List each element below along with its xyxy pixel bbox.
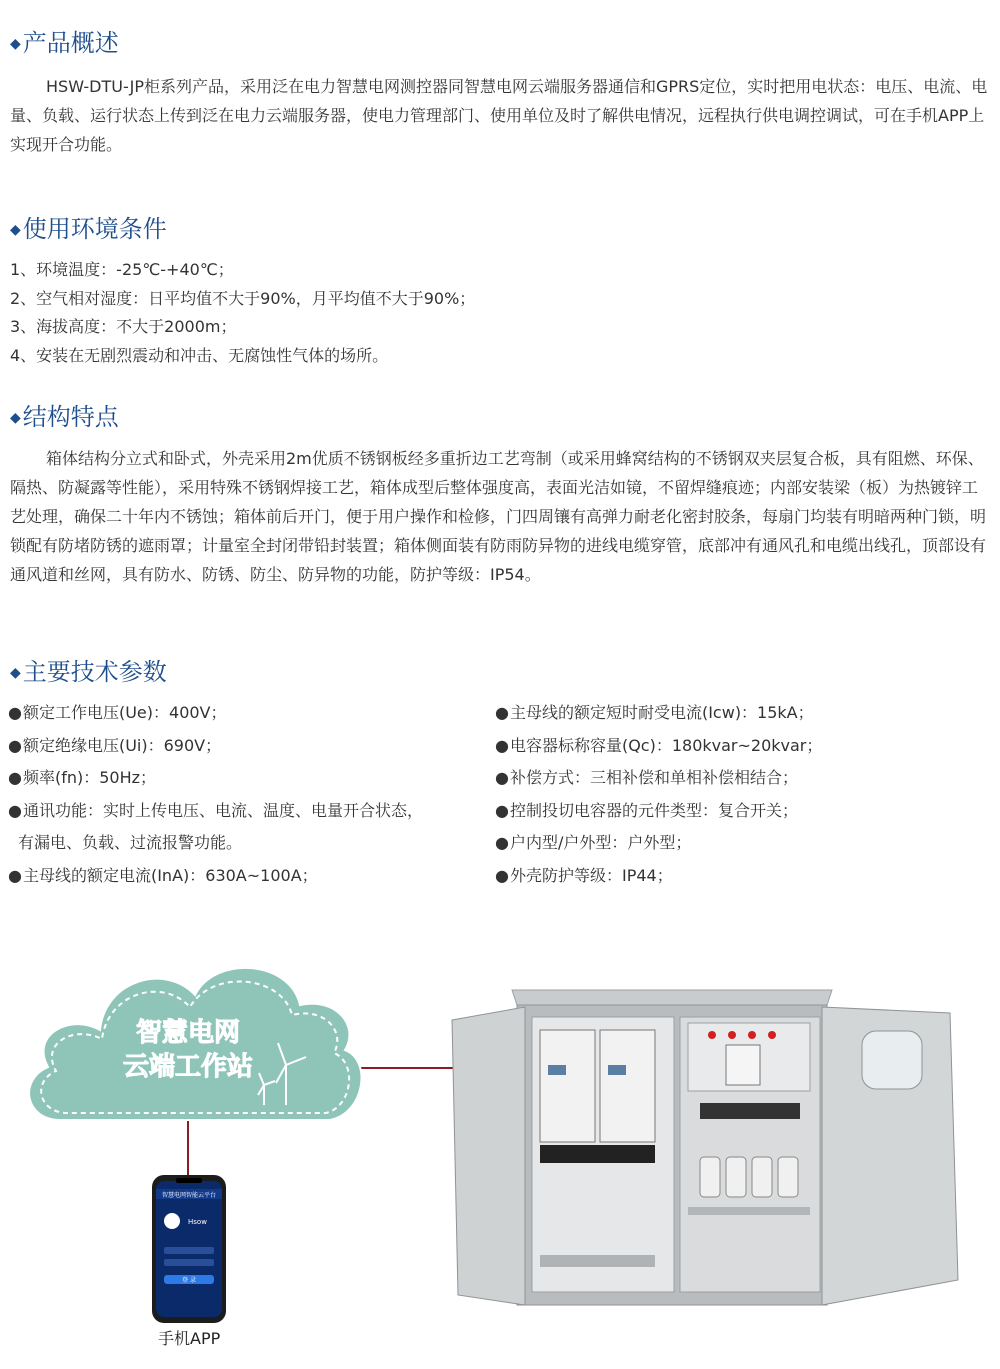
bullet-dot: ●	[8, 768, 22, 788]
cloud-title-line1: 智慧电网	[135, 1018, 241, 1048]
diamond-bullet-icon: ◆	[10, 665, 21, 681]
param-item: ●补偿方式：三相补偿和单相补偿相结合；	[495, 768, 798, 788]
bullet-dot: ●	[495, 833, 509, 853]
param-item: ●通讯功能：实时上传电压、电流、温度、电量开合状态，	[8, 800, 423, 820]
param-item: ●控制投切电容器的元件类型：复合开关；	[495, 800, 798, 820]
params-left-column	[8, 697, 423, 893]
param-item: ●主母线的额定电流(InA)：630A~100A；	[8, 865, 318, 885]
bullet-dot: ●	[8, 703, 22, 722]
structure-title-text: 结构特点	[22, 403, 119, 431]
overview-title	[10, 28, 119, 59]
bullet-dot: ●	[495, 703, 509, 722]
params-title	[10, 657, 167, 688]
electrical-cabinet-image	[452, 990, 958, 1305]
bullet-dot: ●	[495, 865, 509, 885]
bullet-dot: ●	[8, 800, 22, 820]
bullet-dot: ●	[495, 735, 509, 755]
param-item: ●主母线的额定短时耐受电流(Icw)：15kA；	[495, 703, 814, 722]
environment-item: 3、海拔高度：不大于2000m；	[10, 317, 237, 336]
structure-title	[10, 402, 119, 433]
params-right-column	[495, 697, 822, 893]
param-item: ●额定工作电压(Ue)：400V；	[8, 703, 227, 722]
environment-title	[10, 214, 167, 245]
phone-login-button-text: 登 录	[182, 1277, 196, 1284]
phone-logo-text: Hsow	[188, 1218, 207, 1226]
environment-item: 2、空气相对湿度：日平均值不大于90%，月平均值不大于90%；	[10, 288, 476, 308]
bullet-dot: ●	[495, 800, 509, 820]
param-item-continuation: 有漏电、负载、过流报警功能。	[18, 833, 243, 853]
param-item: ●电容器标称容量(Qc)：180kvar~20kvar；	[495, 735, 823, 755]
environment-item: 4、安装在无剧烈震动和冲击、无腐蚀性气体的场所。	[10, 345, 389, 365]
structure-paragraph: 箱体结构分立式和卧式，外壳采用2m优质不锈钢板经多重折边工艺弯制（或采用蜂窝结构的不锈钢双夹层复合板，具有阻燃、环保、隔热、防凝露等性能），采用特殊不锈钢焊接工艺，箱体成型后整体强度高，表面光洁如镜，不留焊缝痕迹；内部安装梁（板）为热镀锌工艺处理，确保二十年内不锈蚀；箱体前后开门，便于用户操作和检修，门四周镶有高弹力耐老化密封胶条，每扇门均装有明暗两种门锁，明锁配有防堵防锈的遮雨罩；计量室全封闭带铅封装置；箱体侧面装有防雨防异物的进线电缆穿管，底部冲有通风孔和电缆出线孔，顶部设有通风道和丝网，具有防水、防锈、防尘、防异物的功能，防护等级：IP54。	[10, 449, 987, 584]
phone-header-text: 智慧电网智能云平台	[161, 1192, 217, 1199]
diamond-bullet-icon: ◆	[10, 410, 21, 426]
overview-paragraph: HSW-DTU-JP柜系列产品，采用泛在电力智慧电网测控器同智慧电网云端服务器通信和GPRS定位，实时把用电状态：电压、电流、电量、负载、运行状态上传到泛在电力云端服务器，使电力管理部门、使用单位及时了解供电情况，远程执行供电调控调试，可在手机APP上实现开合功能。	[10, 77, 988, 154]
app-label: 手机APP	[158, 1329, 221, 1348]
cloud-title-line2: 云端工作站	[122, 1052, 254, 1082]
bullet-dot: ●	[495, 768, 509, 788]
param-item: ●外壳防护等级：IP44；	[495, 865, 673, 885]
system-figure	[0, 935, 1000, 1369]
bullet-dot: ●	[8, 865, 22, 885]
diamond-bullet-icon: ◆	[10, 222, 21, 238]
environment-title-text: 使用环境条件	[22, 215, 167, 243]
param-item: ●额定绝缘电压(Ui)：690V；	[8, 735, 222, 755]
environment-item: 1、环境温度：-25℃-+40℃；	[10, 260, 234, 279]
param-item: ●频率(fn)：50Hz；	[8, 768, 157, 788]
params-title-text: 主要技术参数	[22, 658, 167, 686]
phone-icon	[152, 1175, 226, 1323]
environment-list	[10, 256, 475, 370]
bullet-dot: ●	[8, 735, 22, 755]
diamond-bullet-icon: ◆	[10, 36, 21, 52]
param-item: ●户内型/户外型：户外型；	[495, 833, 692, 853]
overview-title-text: 产品概述	[22, 29, 119, 57]
